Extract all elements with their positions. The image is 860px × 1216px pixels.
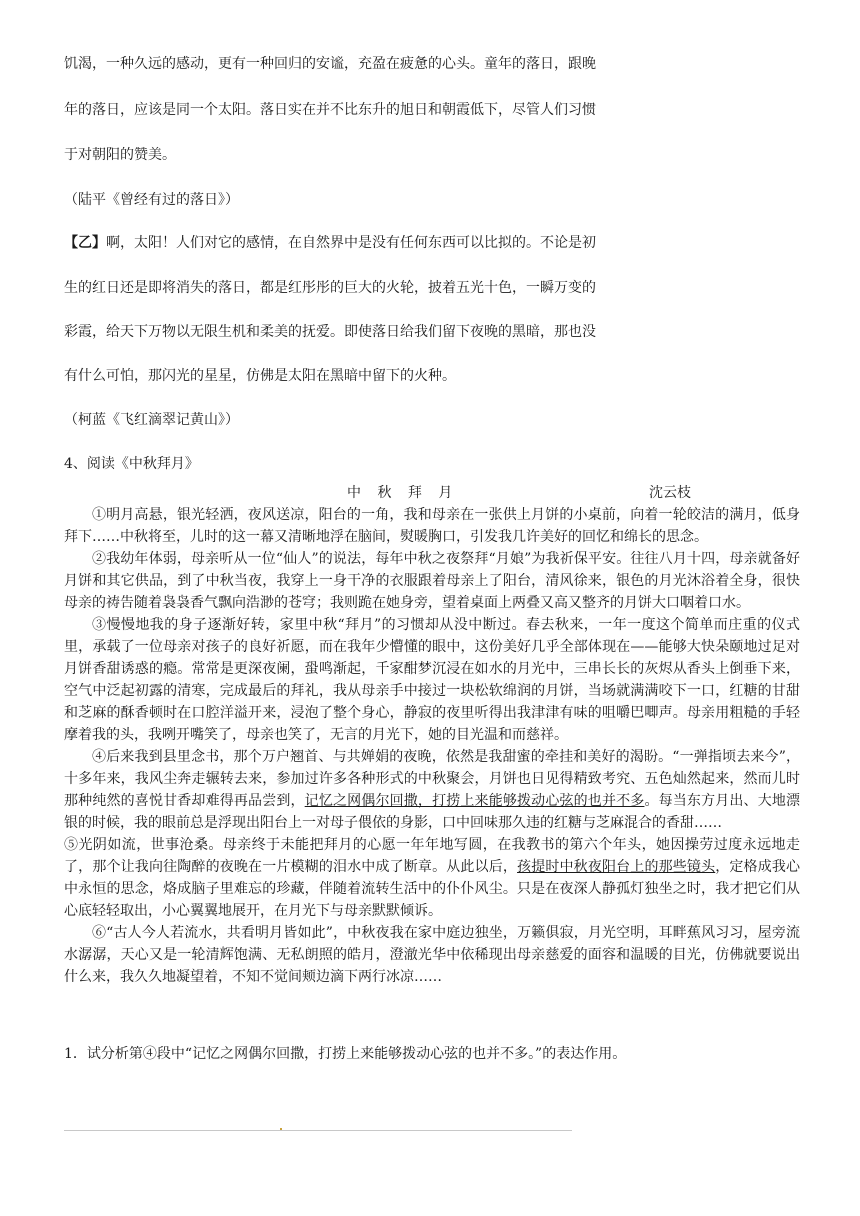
- paragraph-4: [64, 746, 800, 834]
- paragraph-5: [64, 834, 800, 922]
- article-body: [64, 504, 800, 988]
- passage-yi-line-1: [64, 233, 624, 253]
- passage-jia-line-2: 年的落日，应该是同一个太阳。落日实在并不比东升的旭日和朝霞低下，尽管人们习惯: [64, 102, 596, 118]
- paragraph-5-text-end: ，定格成我心中永恒的思念，烙成脑子里难忘的珍藏，伴随着流转生活中的仆仆风尘。只是在夜深人静孤灯独坐之时，我才把它们从心底轻轻取出，小心翼翼地展开，在月光下与母亲默默倾诉。: [64, 859, 801, 919]
- passage-jia-line-1: 饥渴，一种久远的感动，更有一种回归的安谧，充盈在疲惫的心头。童年的落日，跟晚: [64, 56, 596, 72]
- source-jia: （陆平《曾经有过的落日》）: [64, 192, 239, 208]
- underlined-sentence-1: 记忆之网偶尔回撒，打捞上来能够拨动心弦的也并不多: [304, 793, 645, 809]
- passage-yi-line-3: 彩霞，给天下万物以无限生机和柔美的抚爱。即使落日给我们留下夜晚的黑暗，那也没: [64, 324, 596, 340]
- paragraph-6: ⑥“古人今人若流水，共看明月皆如此”，中秋夜我在家中庭边独坐，万籁俱寂，月光空明，耳畔蕉风习习，屋旁流水潺潺，天心又是一轮清辉饱满、无私朗照的皓月，澄澈光华中依稀现出母亲慈爱的面容和温暖的目光，仿佛就要说出什么来，我久久地凝望着，不知不觉间颊边滴下两行冰凉……: [64, 925, 800, 985]
- answer-line[interactable]: [64, 1130, 572, 1131]
- passage-yi-line-4: 有什么可怕，那闪光的星星，仿佛是太阳在黑暗中留下的火种。: [64, 368, 456, 384]
- article-title: 中 秋 拜 月: [347, 485, 459, 501]
- paragraph-1: ①明月高悬，银光轻洒，夜风送凉，阳台的一角，我和母亲在一张供上月饼的小桌前，向着一轮皎洁的满月，低身拜下……中秋将至，儿时的这一幕又清晰地浮在脑间，熨暖胸口，引发我几许美好的回忆和绵长的思念。: [64, 507, 800, 545]
- paragraph-3: ③慢慢地我的身子逐渐好转，家里中秋“拜月”的习惯却从没中断过。春去秋来，一年一度这个简单而庄重的仪式里，承载了一位母亲对孩子的良好祈愿，而在我年少懵懂的眼中，这份美好几乎全部体现在——能够大快朵颐地过足对月饼香甜诱惑的瘾。常常是更深夜阑，蛩鸣渐起，千家酣梦沉浸在如水的月光中，三串长长的灰烬从香头上倒垂下来，空气中泛起初露的清寒，完成最后的拜礼，我从母亲手中接过一块松软绵润的月饼，当场就满满咬下一口，红糖的甘甜和芝麻的酥香顿时在口腔洋溢开来，浸泡了整个身心，静寂的夜里听得出我津津有味的咀嚼巴唧声。母亲用粗糙的手轻摩着我的头，我咧开嘴笑了，母亲也笑了，无言的月光下，她的目光温和而慈祥。: [64, 617, 800, 743]
- section-heading: 4、阅读《中秋拜月》: [64, 456, 199, 472]
- answer-line-mark: [280, 1128, 282, 1130]
- question-1: 1．试分析第④段中“记忆之网偶尔回撒，打捞上来能够拨动心弦的也并不多。”的表达作用。: [64, 1046, 627, 1062]
- paragraph-4-text: ④后来我到县里念书，那个万户翘首、与共婵娟的夜晚，依然是我甜蜜的牵挂和美好的渴盼。“一弹指顷去来今”，十多年来，我风尘奔走辗转去来，参加过许多各种形式的中秋聚会，月饼也日见得精致考究、五色灿然起来，然而儿时那种纯然的喜悦甘香却难得再品尝到，: [64, 749, 800, 809]
- underlined-sentence-2: 孩提时中秋夜阳台上的那些镜头: [517, 859, 716, 875]
- passage-yi-line-1-text: 啊，太阳！人们对它的感情，在自然界中是没有任何东西可以比拟的。不论是初: [106, 235, 596, 251]
- passage-yi-marker: 【乙】: [64, 235, 106, 251]
- source-yi: （柯蓝《飞红滴翠记黄山》）: [64, 412, 239, 428]
- paragraph-5-text: ⑤光阴如流，世事沧桑。母亲终于未能把拜月的心愿一年年地写圆，在我教书的第六个年头，她因操劳过度永远地走了，那个让我向往陶醉的夜晚在一片模糊的泪水中成了断章。从此以后，: [64, 837, 800, 875]
- paragraph-4-text-end: 。每当东方月出、大地漂银的时候，我的眼前总是浮现出阳台上一对母子偎依的身影，口中回味那久违的红糖与芝麻混合的香甜……: [64, 793, 801, 831]
- passage-yi-line-2: 生的红日还是即将消失的落日，都是红彤彤的巨大的火轮，披着五光十色，一瞬万变的: [64, 280, 596, 296]
- paragraph-2: ②我幼年体弱，母亲听从一位“仙人”的说法，每年中秋之夜祭拜“月娘”为我祈保平安。往往八月十四，母亲就备好月饼和其它供品，到了中秋当夜，我穿上一身干净的衣服跟着母亲上了阳台，清风徐来，银色的月光沐浴着全身，很快母亲的祷告随着袅袅香气飘向浩渺的苍穹；我则跪在她身旁，望着桌面上两叠又高又整齐的月饼大口咽着口水。: [64, 551, 800, 611]
- article-author: 沈云枝: [649, 485, 691, 501]
- passage-jia-line-3: 于对朝阳的赞美。: [64, 147, 176, 163]
